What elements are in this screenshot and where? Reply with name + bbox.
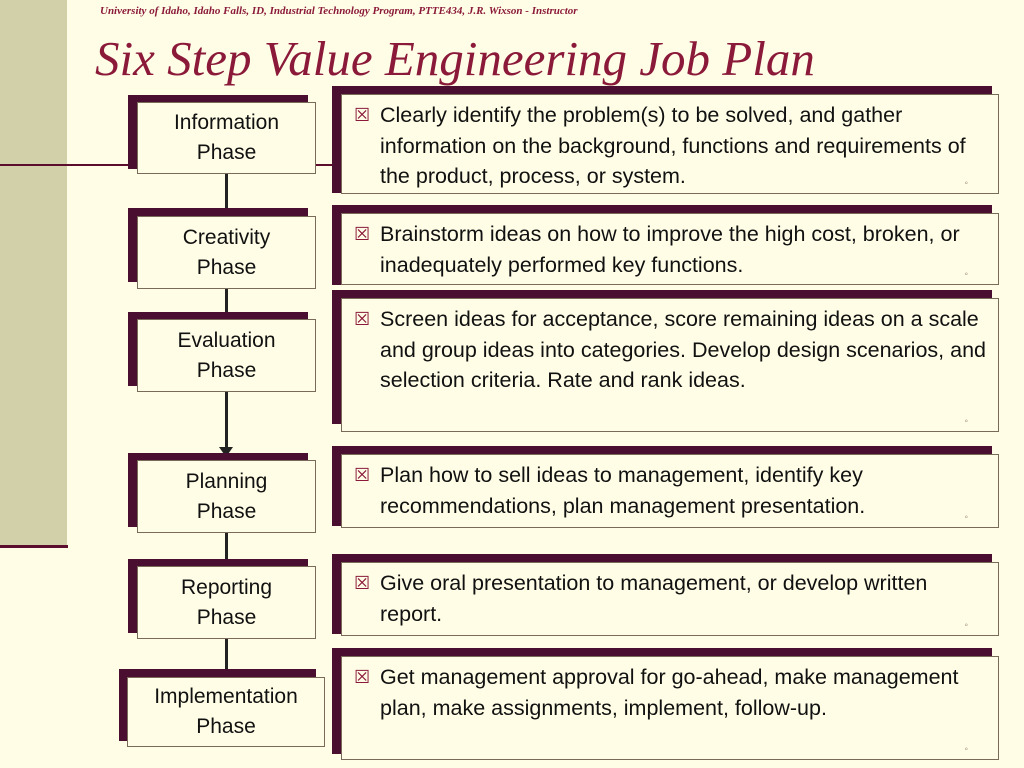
- phase-description: Clearly identify the problem(s) to be solved, and gather information on the background, functions and requirements of the product, process, or system.: [380, 103, 966, 188]
- phase-label-line2: Phase: [196, 358, 257, 382]
- desc-box-reporting: [341, 562, 999, 636]
- end-marker: ◦: [964, 269, 968, 280]
- connector-3-4: [225, 392, 228, 448]
- phase-label-line2: Phase: [196, 255, 257, 279]
- phase-description: Get management approval for go-ahead, make management plan, make assignments, implement, follow-up.: [380, 665, 959, 720]
- phase-description: Plan how to sell ideas to management, identify key recommendations, plan management presentation.: [380, 463, 866, 518]
- ballot-x-icon: ☒: [354, 573, 371, 593]
- phase-label-line2: Phase: [196, 605, 257, 629]
- desc-box-planning: [341, 454, 999, 528]
- phase-box-reporting: [137, 566, 316, 639]
- ballot-x-icon: ☒: [354, 465, 371, 485]
- end-marker: ◦: [964, 178, 968, 189]
- phase-box-information: [137, 102, 316, 174]
- ballot-x-icon: ☒: [354, 667, 371, 687]
- phase-label-line1: Information: [173, 111, 280, 134]
- phase-box-creativity: [137, 216, 316, 289]
- ballot-x-icon: ☒: [354, 309, 371, 329]
- phase-label-line2: Phase: [196, 499, 257, 523]
- desc-box-evaluation: [341, 298, 999, 432]
- end-marker: ◦: [964, 416, 968, 427]
- phase-box-planning: [137, 460, 316, 533]
- left-sidebar-band: [0, 0, 67, 548]
- phase-box-implementation: [127, 677, 325, 747]
- phase-label-line1: Evaluation: [177, 328, 276, 352]
- phase-label-line1: Creativity: [182, 225, 271, 249]
- phase-label-line2: Phase: [196, 141, 257, 164]
- phase-label-line1: Planning: [185, 469, 268, 493]
- desc-box-implementation: [341, 656, 999, 760]
- phase-description: Brainstorm ideas on how to improve the high cost, broken, or inadequately performed key functions.: [380, 222, 960, 277]
- end-marker: ◦: [964, 620, 968, 631]
- desc-box-creativity: [341, 213, 999, 285]
- phase-box-evaluation: [137, 319, 316, 392]
- desc-box-information: [341, 94, 999, 194]
- end-marker: ◦: [964, 512, 968, 523]
- phase-description: Give oral presentation to management, or develop written report.: [380, 571, 928, 626]
- sidebar-rule-bottom: [0, 545, 68, 548]
- phase-label-line1: Reporting: [180, 575, 273, 599]
- ballot-x-icon: ☒: [354, 105, 371, 125]
- phase-label-line2: Phase: [196, 715, 256, 738]
- end-marker: ◦: [964, 744, 968, 755]
- phase-description: Screen ideas for acceptance, score remaining ideas on a scale and group ideas into categories. Develop design scenarios, and selection criteria. Rate and rank ideas.: [380, 307, 986, 392]
- ballot-x-icon: ☒: [354, 224, 371, 244]
- page-title: Six Step Value Engineering Job Plan: [95, 31, 815, 86]
- course-header: University of Idaho, Idaho Falls, ID, Industrial Technology Program, PTTE434, J.R. Wixson - Instructor: [100, 6, 578, 17]
- phase-label-line1: Implementation: [154, 685, 298, 708]
